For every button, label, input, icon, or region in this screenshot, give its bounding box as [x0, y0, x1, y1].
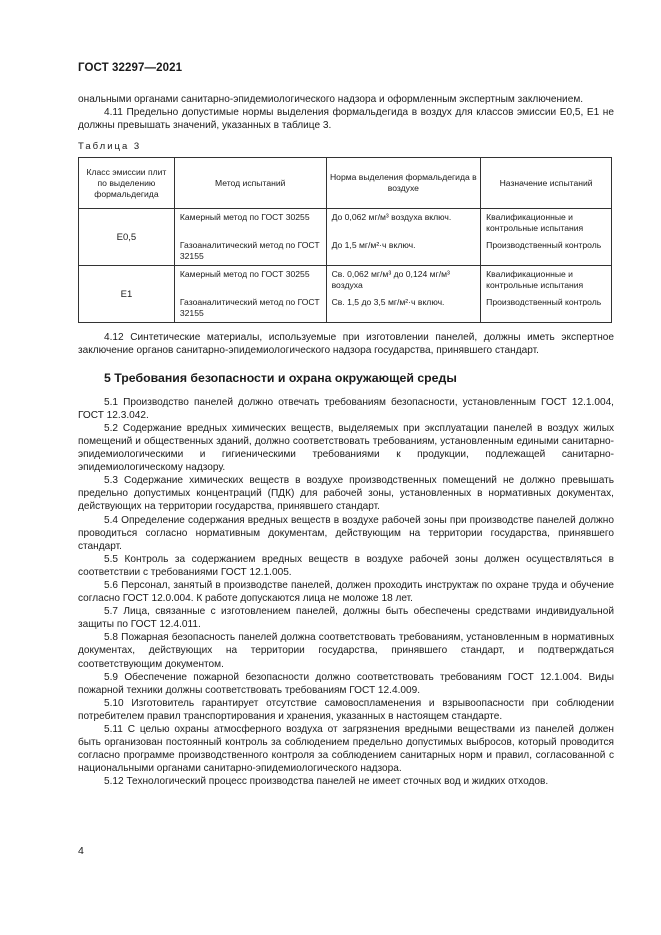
emission-class-cell: Е0,5 [79, 209, 175, 266]
table-caption: Таблица 3 [78, 141, 142, 153]
header-emission-norm: Норма выделения формальдегида в воздухе [326, 158, 481, 209]
purpose-cell [481, 266, 612, 323]
method-text: Камерный метод по ГОСТ 30255 [179, 269, 310, 280]
purpose-text: Производственный контроль [486, 297, 602, 308]
norm-text: Св. 1,5 до 3,5 мг/м²·ч включ. [331, 297, 445, 308]
method-text: Газоаналитический метод по ГОСТ 32155 [179, 240, 320, 262]
header-test-method: Метод испытаний [174, 158, 326, 209]
header-emission-class: Класс эмиссии плит по выделению формальдегида [79, 158, 175, 209]
paragraph-5-11: 5.11 С целью охраны атмосферного воздуха от загрязнения вредными веществами из панелей должен быть организован постоянный контроль за соблюдением предельно допустимых выбросов, который проводится согласно программе производственного контроля за соблюдением санитарных норм и правил, согласованной с национальными органами санитарно-эпидемиологического надзора. [78, 724, 614, 775]
paragraph-5-10: 5.10 Изготовитель гарантирует отсутствие самовоспламенения и взрывоопасности при соблюдении потребителем правил транспортирования и хранения, указанных в настоящем стандарте. [78, 697, 614, 722]
purpose-text: Производственный контроль [486, 240, 602, 251]
paragraph-5-6: 5.6 Персонал, занятый в производстве панелей, должен проходить инструктаж по охране труда и обучение согласно ГОСТ 12.0.004. К работе допускаются лица не моложе 18 лет. [78, 579, 614, 605]
table-row [79, 209, 612, 266]
method-cell [174, 209, 326, 266]
purpose-cell [481, 209, 612, 266]
section-5-title: 5 Требования безопасности и охрана окружающей среды [104, 370, 457, 385]
document-header: ГОСТ 32297—2021 [78, 62, 183, 74]
purpose-text: Квалификационные и контрольные испытания [486, 212, 584, 234]
norm-text: До 1,5 мг/м²·ч включ. [331, 240, 416, 251]
purpose-text: Квалификационные и контрольные испытания [486, 269, 584, 291]
paragraph-5-3: 5.3 Содержание химических веществ в воздухе производственных помещений не должно превышать предельно допустимых концентраций (ПДК) для рабочей зоны, установленных в нормативных документах, действующих на территории государства, принявшего стандарт. [78, 475, 614, 513]
norm-text: Св. 0,062 мг/м³ до 0,124 мг/м³ воздуха [331, 269, 450, 291]
method-text: Камерный метод по ГОСТ 30255 [179, 212, 310, 223]
method-cell [174, 266, 326, 323]
paragraph-continuation: ональными органами санитарно-эпидемиологического надзора и оформленным экспертным заключением. [78, 94, 584, 105]
table-header-row [79, 158, 612, 209]
paragraph-4-11: 4.11 Предельно допустимые нормы выделения формальдегида в воздух для классов эмиссии Е0,5, Е1 не должны превышать значений, указанных в таблице 3. [78, 107, 614, 132]
paragraph-5-12: 5.12 Технологический процесс производства панелей не имеет сточных вод и жидких отходов. [104, 776, 549, 788]
paragraph-5-7: 5.7 Лица, связанные с изготовлением панелей, должны быть обеспечены средствами индивидуальной защиты по ГОСТ 12.4.011. [78, 606, 614, 631]
paragraph-5-2: 5.2 Содержание вредных химических веществ, выделяемых при эксплуатации панелей в воздух жилых помещений и общественных зданий, должно соответствовать требованиям, установленным едиными санитарно-эпидемиологическими и гигиеническими требованиями к продукции, подлежащей санитарно-эпидемиологическому надзору. [78, 422, 614, 474]
paragraph-5-8: 5.8 Пожарная безопасность панелей должна соответствовать требованиям, установленным в нормативных документах, действующих на территории государства, принявшего стандарт, и подтверждаться соответствующим документом. [78, 632, 614, 670]
norm-cell [326, 209, 481, 266]
paragraph-5-9: 5.9 Обеспечение пожарной безопасности должно соответствовать требованиям ГОСТ 12.1.004. Виды пожарной техники должны соответствовать требованиям ГОСТ 12.4.009. [78, 671, 614, 696]
norm-text: До 0,062 мг/м³ воздуха включ. [331, 212, 452, 223]
norm-cell [326, 266, 481, 323]
page-content [78, 93, 614, 788]
header-test-purpose: Назначение испытаний [481, 158, 612, 209]
formaldehyde-table [78, 157, 612, 323]
method-text: Газоаналитический метод по ГОСТ 32155 [179, 297, 320, 319]
page-number: 4 [78, 845, 84, 857]
emission-class-cell: Е1 [79, 266, 175, 323]
table-row [79, 266, 612, 323]
paragraph-5-4: 5.4 Определение содержания вредных веществ в воздухе рабочей зоны при производстве панелей должно проводиться согласно нормативным документам, действующим на территории государства, принявшего стандарт. [78, 514, 614, 552]
paragraph-5-5: 5.5 Контроль за содержанием вредных веществ в воздухе рабочей зоны должен осуществляться в соответствии с требованиями ГОСТ 12.1.005. [78, 553, 614, 578]
paragraph-4-12: 4.12 Синтетические материалы, используемые при изготовлении панелей, должны иметь экспертное заключение органов санитарно-эпидемиологического надзора государства, принявшего стандарт. [78, 332, 614, 357]
paragraph-5-1: 5.1 Производство панелей должно отвечать требованиям безопасности, установленным ГОСТ 12.1.004, ГОСТ 12.3.042. [78, 396, 614, 421]
